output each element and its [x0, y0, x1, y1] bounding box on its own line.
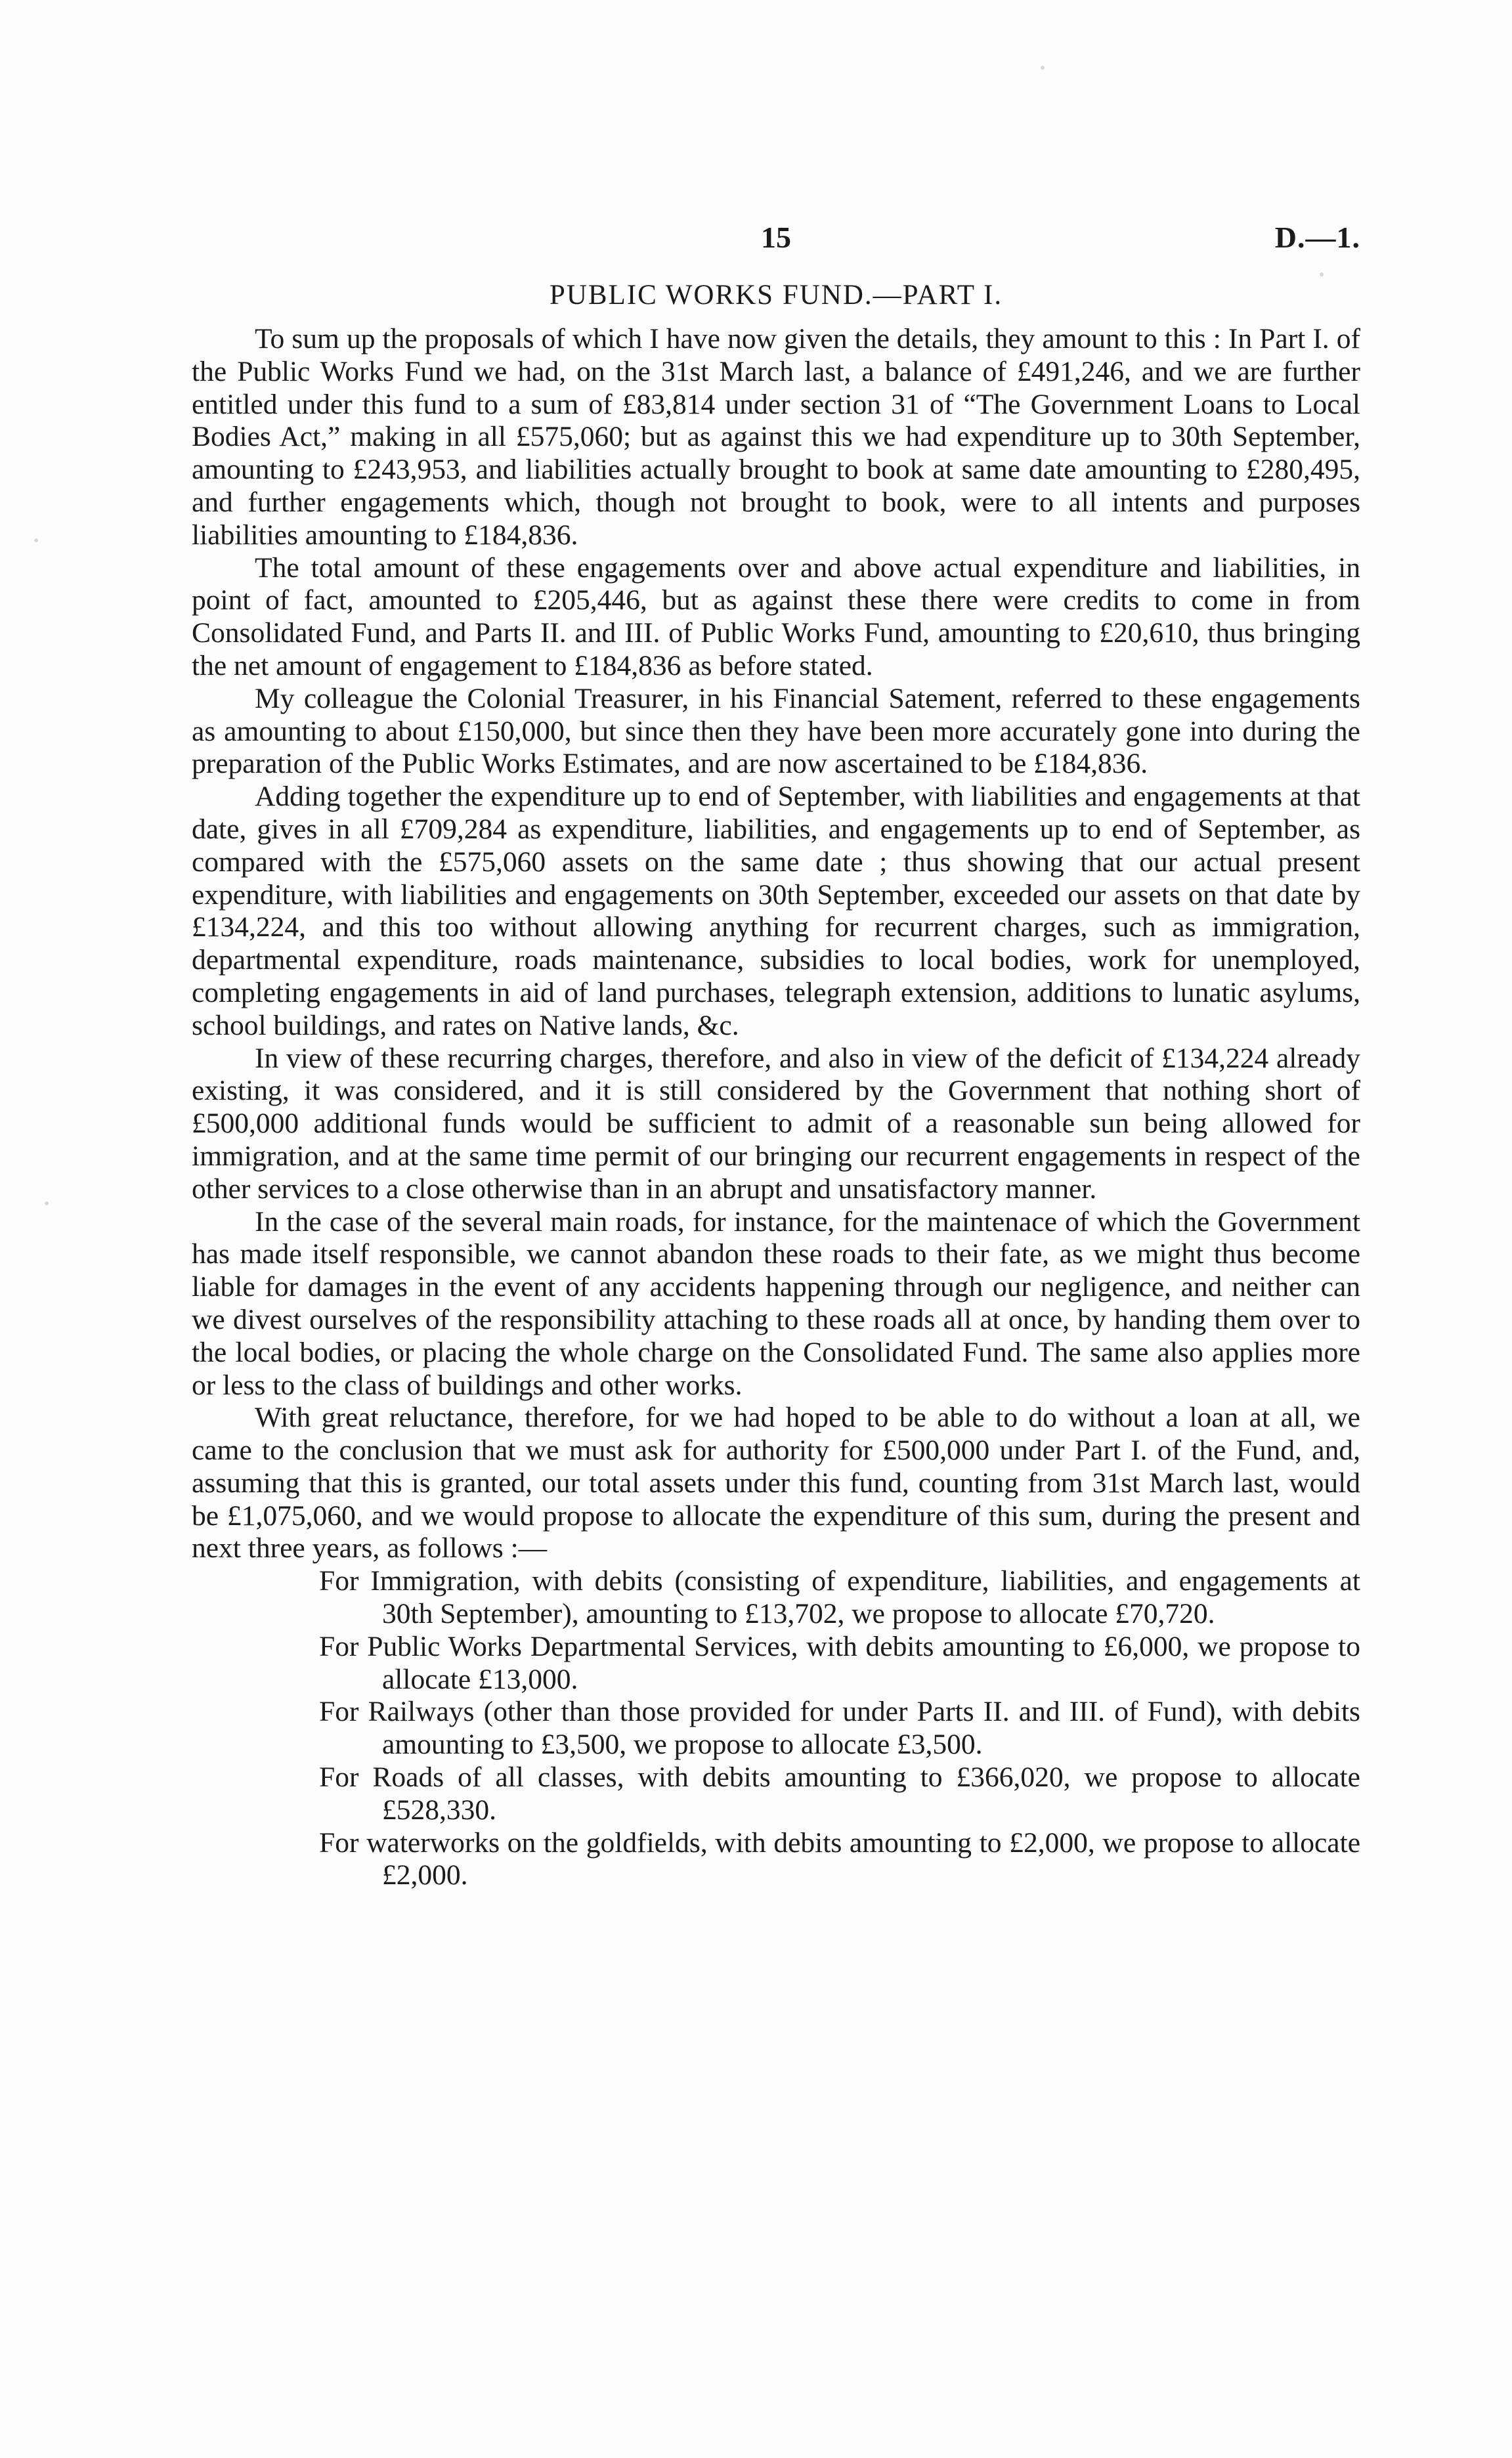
paragraph: In view of these recurring charges, therefore, and also in view of the deficit of £134,224 already existing, it was considered, and it is still considered by the Government that nothing short of £500,000 additional funds would be sufficient to admit of a reasonable sun being allowed for immigration, and at the same time permit of our bringing our recurrent engagements in respect of the other services to a close otherwise than in an abrupt and unsatisfactory manner. [192, 1042, 1360, 1205]
paragraph: Adding together the expenditure up to end of September, with liabilities and engagements at that date, gives in all £709,284 as expenditure, liabilities, and engagements up to end of September, as compared with the £575,060 assets on the same date ; thus showing that our actual present expenditure, with liabilities and engagements on 30th September, exceeded our assets on that date by £134,224, and this too without allowing anything for recurrent charges, such as immigration, departmental expenditure, roads maintenance, subsidies to local bodies, work for unemployed, completing engagements in aid of land purchases, telegraph extension, additions to lunatic asylums, school buildings, and rates on Native lands, &c. [192, 781, 1360, 1041]
paragraph: The total amount of these engagements over and above actual expenditure and liabilities, in point of fact, amounted to £205,446, but as against these there were credits to come in from Consolidated Fund, and Parts II. and III. of Public Works Fund, amounting to £20,610, thus bringing the net amount of engagement to £184,836 as before stated. [192, 551, 1360, 681]
allocation-item: For Roads of all classes, with debits amounting to £366,020, we propose to allocate £528,330. [319, 1761, 1360, 1826]
page-number: 15 [761, 221, 791, 254]
allocation-item: For waterworks on the goldfields, with debits amounting to £2,000, we propose to allocate £2,000. [319, 1826, 1360, 1891]
paragraph: To sum up the proposals of which I have now given the details, they amount to this : In Part I. of the Public Works Fund we had, on the 31st March last, a balance of £491,246, and we are further entitled under this fund to a sum of £83,814 under section 31 of “The Government Loans to Local Bodies Act,” making in all £575,060; but as against this we had expenditure up to 30th September, amounting to £243,953, and liabilities actually brought to book at same date amounting to £280,495, and further engagements which, though not brought to book, were to all intents and purposes liabilities amounting to £184,836. [192, 323, 1360, 551]
body-text [192, 323, 1360, 1892]
allocation-list [192, 1565, 1360, 1892]
allocation-item: For Public Works Departmental Services, with debits amounting to £6,000, we propose to allocate £13,000. [319, 1630, 1360, 1695]
paragraph: My colleague the Colonial Treasurer, in his Financial Satement, referred to these engagements as amounting to about £150,000, but since then they have been more accurately gone into during the preparation of the Public Works Estimates, and are now ascertained to be £184,836. [192, 682, 1360, 780]
section-heading: PUBLIC WORKS FUND.—PART I. [549, 280, 1003, 311]
paper-speck [1041, 66, 1045, 70]
paper-speck [45, 1201, 49, 1205]
document-code: D.—1. [1274, 221, 1360, 254]
paragraph: With great reluctance, therefore, for we had hoped to be able to do without a loan at all, we came to the conclusion that we must ask for authority for £500,000 under Part I. of the Fund, and, assuming that this is granted, our total assets under this fund, counting from 31st March last, would be £1,075,060, and we would propose to allocate the expenditure of this sum, during the present and next three years, as follows :— [192, 1402, 1360, 1564]
allocation-item: For Railways (other than those provided for under Parts II. and III. of Fund), with debits amounting to £3,500, we propose to allocate £3,500. [319, 1696, 1360, 1761]
paragraph: In the case of the several main roads, for instance, for the maintenace of which the Government has made itself responsible, we cannot abandon these roads to their fate, as we might thus become liable for damages in the event of any accidents happening through our negligence, and neither can we divest ourselves of the responsibility attaching to these roads all at once, by handing them over to the local bodies, or placing the whole charge on the Consolidated Fund. The same also applies more or less to the class of buildings and other works. [192, 1205, 1360, 1401]
allocation-item: For Immigration, with debits (consisting of expenditure, liabilities, and engagements at 30th September), amounting to £13,702, we propose to allocate £70,720. [319, 1565, 1360, 1630]
paper-speck [34, 538, 38, 542]
page-header [192, 220, 1360, 266]
